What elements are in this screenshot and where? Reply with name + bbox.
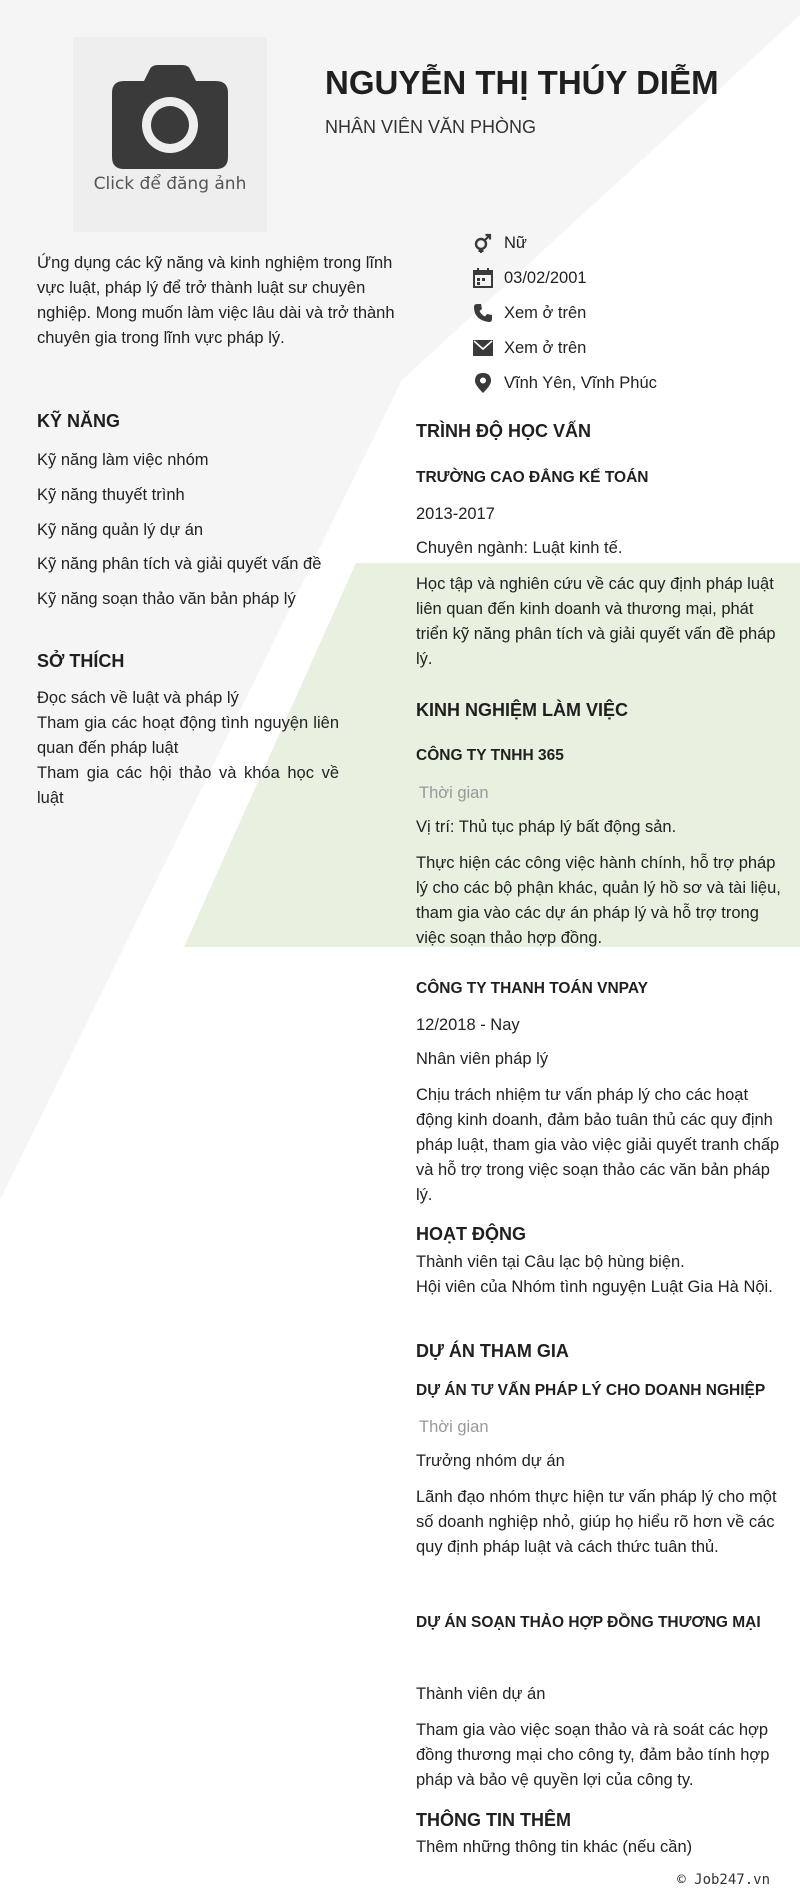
activities-heading: HOẠT ĐỘNG bbox=[416, 1224, 526, 1244]
job-period: Thời gian bbox=[419, 784, 489, 802]
gender-icon bbox=[472, 232, 494, 254]
experience-heading: KINH NGHIỆM LÀM VIỆC bbox=[416, 700, 629, 720]
project-period: Thời gian bbox=[419, 1418, 489, 1436]
hobby-item: Tham gia các hội thảo và khóa học về luật bbox=[37, 764, 339, 807]
activity-item: Hội viên của Nhóm tình nguyện Luật Gia Hà Nội. bbox=[416, 1278, 773, 1296]
activity-item: Thành viên tại Câu lạc bộ hùng biện. bbox=[416, 1253, 685, 1271]
info-birthday bbox=[472, 265, 587, 291]
skill-item: Kỹ năng phân tích và giải quyết vấn đề bbox=[37, 555, 322, 573]
phone-icon bbox=[472, 302, 494, 324]
project-description: Lãnh đạo nhóm thực hiện tư vấn pháp lý cho một số doanh nghiệp nhỏ, giúp họ hiểu rõ hơn về các quy định pháp luật và cách thức tuân thủ. bbox=[416, 1488, 777, 1556]
hobby-item: Tham gia các hoạt động tình nguyện liên quan đến pháp luật bbox=[37, 714, 339, 757]
skill-item: Kỹ năng quản lý dự án bbox=[37, 521, 204, 539]
info-address bbox=[472, 370, 657, 396]
calendar-icon bbox=[472, 267, 494, 289]
school-name: TRƯỜNG CAO ĐẲNG KẾ TOÁN bbox=[416, 469, 649, 486]
company-name: CÔNG TY THANH TOÁN VNPAY bbox=[416, 980, 648, 997]
skill-item: Kỹ năng thuyết trình bbox=[37, 486, 185, 504]
photo-caption: Click để đăng ảnh bbox=[93, 174, 247, 194]
hobby-item: Đọc sách về luật và pháp lý bbox=[37, 689, 239, 707]
projects-heading: DỰ ÁN THAM GIA bbox=[416, 1341, 569, 1361]
birthday-value: 03/02/2001 bbox=[504, 268, 587, 287]
career-objective: Ứng dụng các kỹ năng và kinh nghiệm trong lĩnh vực luật, pháp lý để trở thành luật sư chuyên nghiệp. Mong muốn làm việc lâu dài và trở thành chuyên gia trong lĩnh vực pháp lý. bbox=[37, 254, 395, 347]
skills-heading: KỸ NĂNG bbox=[37, 411, 121, 431]
info-phone bbox=[472, 300, 586, 326]
job-position: Vị trí: Thủ tục pháp lý bất động sản. bbox=[416, 818, 677, 836]
skill-item: Kỹ năng soạn thảo văn bản pháp lý bbox=[37, 590, 296, 608]
project-role: Thành viên dự án bbox=[416, 1685, 546, 1703]
project-role: Trưởng nhóm dự án bbox=[416, 1452, 565, 1470]
hobbies-list bbox=[37, 686, 339, 811]
additional-heading: THÔNG TIN THÊM bbox=[416, 1810, 571, 1830]
job-position: Nhân viên pháp lý bbox=[416, 1050, 549, 1068]
phone-value: Xem ở trên bbox=[504, 303, 587, 322]
education-period: 2013-2017 bbox=[416, 505, 495, 523]
project-name: DỰ ÁN TƯ VẤN PHÁP LÝ CHO DOANH NGHIỆP bbox=[416, 1382, 766, 1399]
project-name: DỰ ÁN SOẠN THẢO HỢP ĐỒNG THƯƠNG MẠI bbox=[416, 1614, 761, 1631]
project-description: Tham gia vào việc soạn thảo và rà soát các hợp đồng thương mại cho công ty, đảm bảo tính hợp pháp và bảo vệ quyền lợi của công ty. bbox=[416, 1721, 770, 1789]
job-title: NHÂN VIÊN VĂN PHÒNG bbox=[325, 117, 537, 137]
camera-icon bbox=[112, 65, 228, 169]
candidate-name: NGUYỄN THỊ THÚY DIỄM bbox=[325, 64, 719, 101]
education-description: Học tập và nghiên cứu về các quy định pháp luật liên quan đến kinh doanh và thương mại, phát triển kỹ năng phân tích và giải quyết vấn đề pháp lý. bbox=[416, 575, 776, 668]
address-value: Vĩnh Yên, Vĩnh Phúc bbox=[504, 373, 657, 392]
location-pin-icon bbox=[472, 372, 494, 394]
email-icon bbox=[472, 337, 494, 359]
company-name: CÔNG TY TNHH 365 bbox=[416, 747, 564, 764]
info-gender bbox=[472, 230, 527, 256]
email-value: Xem ở trên bbox=[504, 338, 587, 357]
hobbies-heading: SỞ THÍCH bbox=[37, 651, 125, 671]
job-period: 12/2018 - Nay bbox=[416, 1016, 520, 1034]
additional-text: Thêm những thông tin khác (nếu cần) bbox=[416, 1838, 693, 1856]
education-heading: TRÌNH ĐỘ HỌC VẤN bbox=[416, 421, 591, 441]
skill-item: Kỹ năng làm việc nhóm bbox=[37, 451, 209, 469]
job-description: Chịu trách nhiệm tư vấn pháp lý cho các hoạt động kinh doanh, đảm bảo tuân thủ các quy định pháp luật, tham gia vào việc giải quyết tranh chấp và hỗ trợ trong việc soạn thảo các văn bản pháp lý. bbox=[416, 1086, 780, 1204]
activities-list bbox=[416, 1250, 786, 1300]
job-description: Thực hiện các công việc hành chính, hỗ trợ pháp lý cho các bộ phận khác, quản lý hồ sơ và tài liệu, tham gia vào các dự án pháp lý và hỗ trợ trong việc soạn thảo hợp đồng. bbox=[416, 854, 781, 947]
info-email bbox=[472, 335, 586, 361]
footer-copyright: © Job247.vn bbox=[677, 1872, 770, 1888]
photo-upload[interactable] bbox=[73, 37, 267, 232]
education-major: Chuyên ngành: Luật kinh tế. bbox=[416, 539, 623, 557]
gender-value: Nữ bbox=[504, 233, 527, 252]
